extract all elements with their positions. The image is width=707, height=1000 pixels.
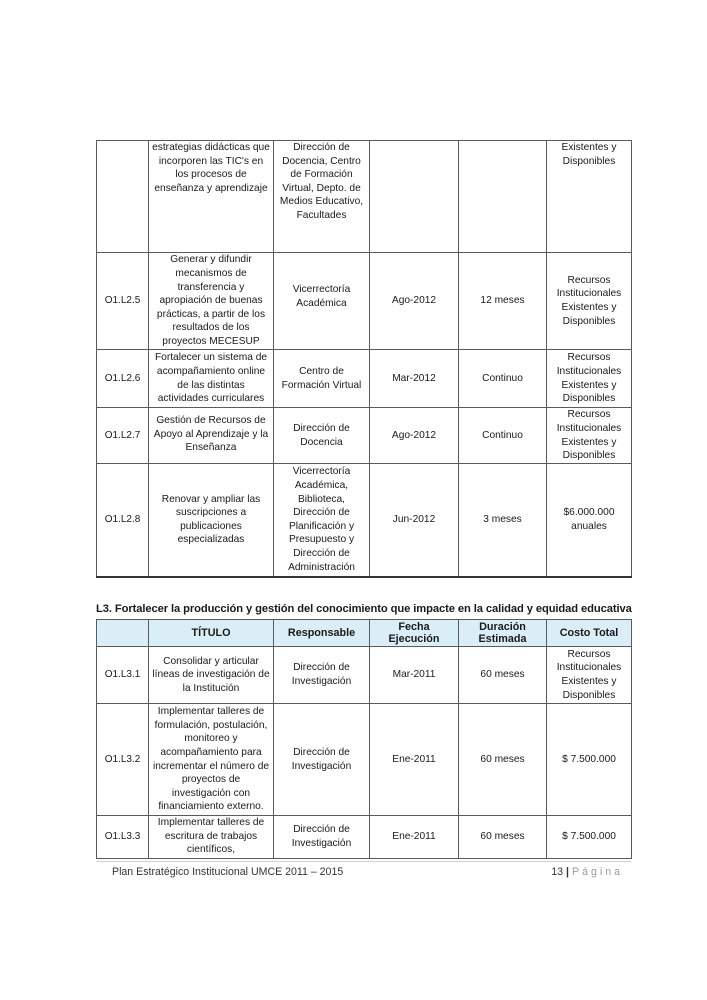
table-row (97, 816, 632, 859)
header-cost: Costo Total (547, 620, 632, 647)
row-cost: Recursos Institucionales Existentes y Disponibles (547, 253, 632, 350)
row-responsible: Dirección de Docencia (274, 408, 370, 464)
table-row (97, 647, 632, 704)
row-date: Mar-2011 (370, 647, 459, 704)
row-cost: Recursos Institucionales Existentes y Disponibles (547, 647, 632, 704)
row-cost: $6.000.000 anuales (547, 464, 632, 577)
row-cost: Recursos Institucionales Existentes y Disponibles (547, 408, 632, 464)
header-date: Fecha Ejecución (370, 620, 459, 647)
row-title: Fortalecer un sistema de acompañamiento online de las distintas actividades curriculares (149, 350, 274, 408)
table-row (97, 704, 632, 816)
row-duration: 12 meses (459, 253, 547, 350)
row-duration: Continuo (459, 408, 547, 464)
row-cost: Existentes y Disponibles (547, 141, 632, 253)
row-code: O1.L2.6 (97, 350, 149, 408)
row-code: O1.L2.8 (97, 464, 149, 577)
table-row (97, 141, 632, 253)
row-responsible: Dirección de Investigación (274, 704, 370, 816)
row-title: Implementar talleres de formulación, postulación, monitoreo y acompañamiento para incrementar el número de proyectos de investigación con financiamiento externo. (149, 704, 274, 816)
row-title: Implementar talleres de escritura de trabajos científicos, (149, 816, 274, 859)
row-date (370, 141, 459, 253)
page-label: Página (572, 866, 623, 878)
row-duration: 60 meses (459, 704, 547, 816)
footer-document-title: Plan Estratégico Institucional UMCE 2011 – 2015 (112, 866, 344, 878)
row-responsible: Vicerrectoría Académica, Biblioteca, Dirección de Planificación y Presupuesto y Dirección de Administración (274, 464, 370, 577)
header-code (97, 620, 149, 647)
row-date: Mar-2012 (370, 350, 459, 408)
table-row (97, 253, 632, 350)
row-cost: $ 7.500.000 (547, 704, 632, 816)
row-duration: 60 meses (459, 816, 547, 859)
row-cost: $ 7.500.000 (547, 816, 632, 859)
row-date: Ene-2011 (370, 704, 459, 816)
row-duration (459, 141, 547, 253)
row-responsible: Dirección de Docencia, Centro de Formación Virtual, Depto. de Medios Educativo, Facultades (274, 141, 370, 253)
row-title: Renovar y ampliar las suscripciones a publicaciones especializadas (149, 464, 274, 577)
table-row (97, 350, 632, 408)
table-header-row (97, 620, 632, 647)
row-date: Ago-2012 (370, 253, 459, 350)
section-heading-l3: L3. Fortalecer la producción y gestión del conocimiento que impacte en la calidad y equidad educativa (96, 603, 632, 615)
header-title: TÍTULO (149, 620, 274, 647)
row-duration: Continuo (459, 350, 547, 408)
footer-divider (96, 861, 631, 862)
row-code: O1.L3.2 (97, 704, 149, 816)
row-cost: Recursos Institucionales Existentes y Disponibles (547, 350, 632, 408)
actions-table-l3 (96, 619, 632, 859)
row-date: Jun-2012 (370, 464, 459, 577)
footer-separator: | (566, 866, 569, 878)
row-duration: 3 meses (459, 464, 547, 577)
row-code (97, 141, 149, 253)
actions-table-l2 (96, 140, 632, 578)
row-title: Generar y difundir mecanismos de transferencia y apropiación de buenas prácticas, a partir de los resultados de los proyectos MECESUP (149, 253, 274, 350)
row-code: O1.L3.1 (97, 647, 149, 704)
row-date: Ago-2012 (370, 408, 459, 464)
page-number: 13 (551, 866, 564, 878)
row-title: Gestión de Recursos de Apoyo al Aprendizaje y la Enseñanza (149, 408, 274, 464)
table-row (97, 464, 632, 577)
row-date: Ene-2011 (370, 816, 459, 859)
row-responsible: Centro de Formación Virtual (274, 350, 370, 408)
row-title: estrategias didácticas que incorporen las TIC's en los procesos de enseñanza y aprendizaje (149, 141, 274, 253)
row-code: O1.L3.3 (97, 816, 149, 859)
header-responsible: Responsable (274, 620, 370, 647)
row-responsible: Dirección de Investigación (274, 816, 370, 859)
row-title: Consolidar y articular líneas de investigación de la Institución (149, 647, 274, 704)
table-row (97, 408, 632, 464)
header-duration: Duración Estimada (459, 620, 547, 647)
row-responsible: Vicerrectoría Académica (274, 253, 370, 350)
row-code: O1.L2.5 (97, 253, 149, 350)
row-duration: 60 meses (459, 647, 547, 704)
row-responsible: Dirección de Investigación (274, 647, 370, 704)
row-code: O1.L2.7 (97, 408, 149, 464)
footer-page-indicator (551, 866, 623, 878)
